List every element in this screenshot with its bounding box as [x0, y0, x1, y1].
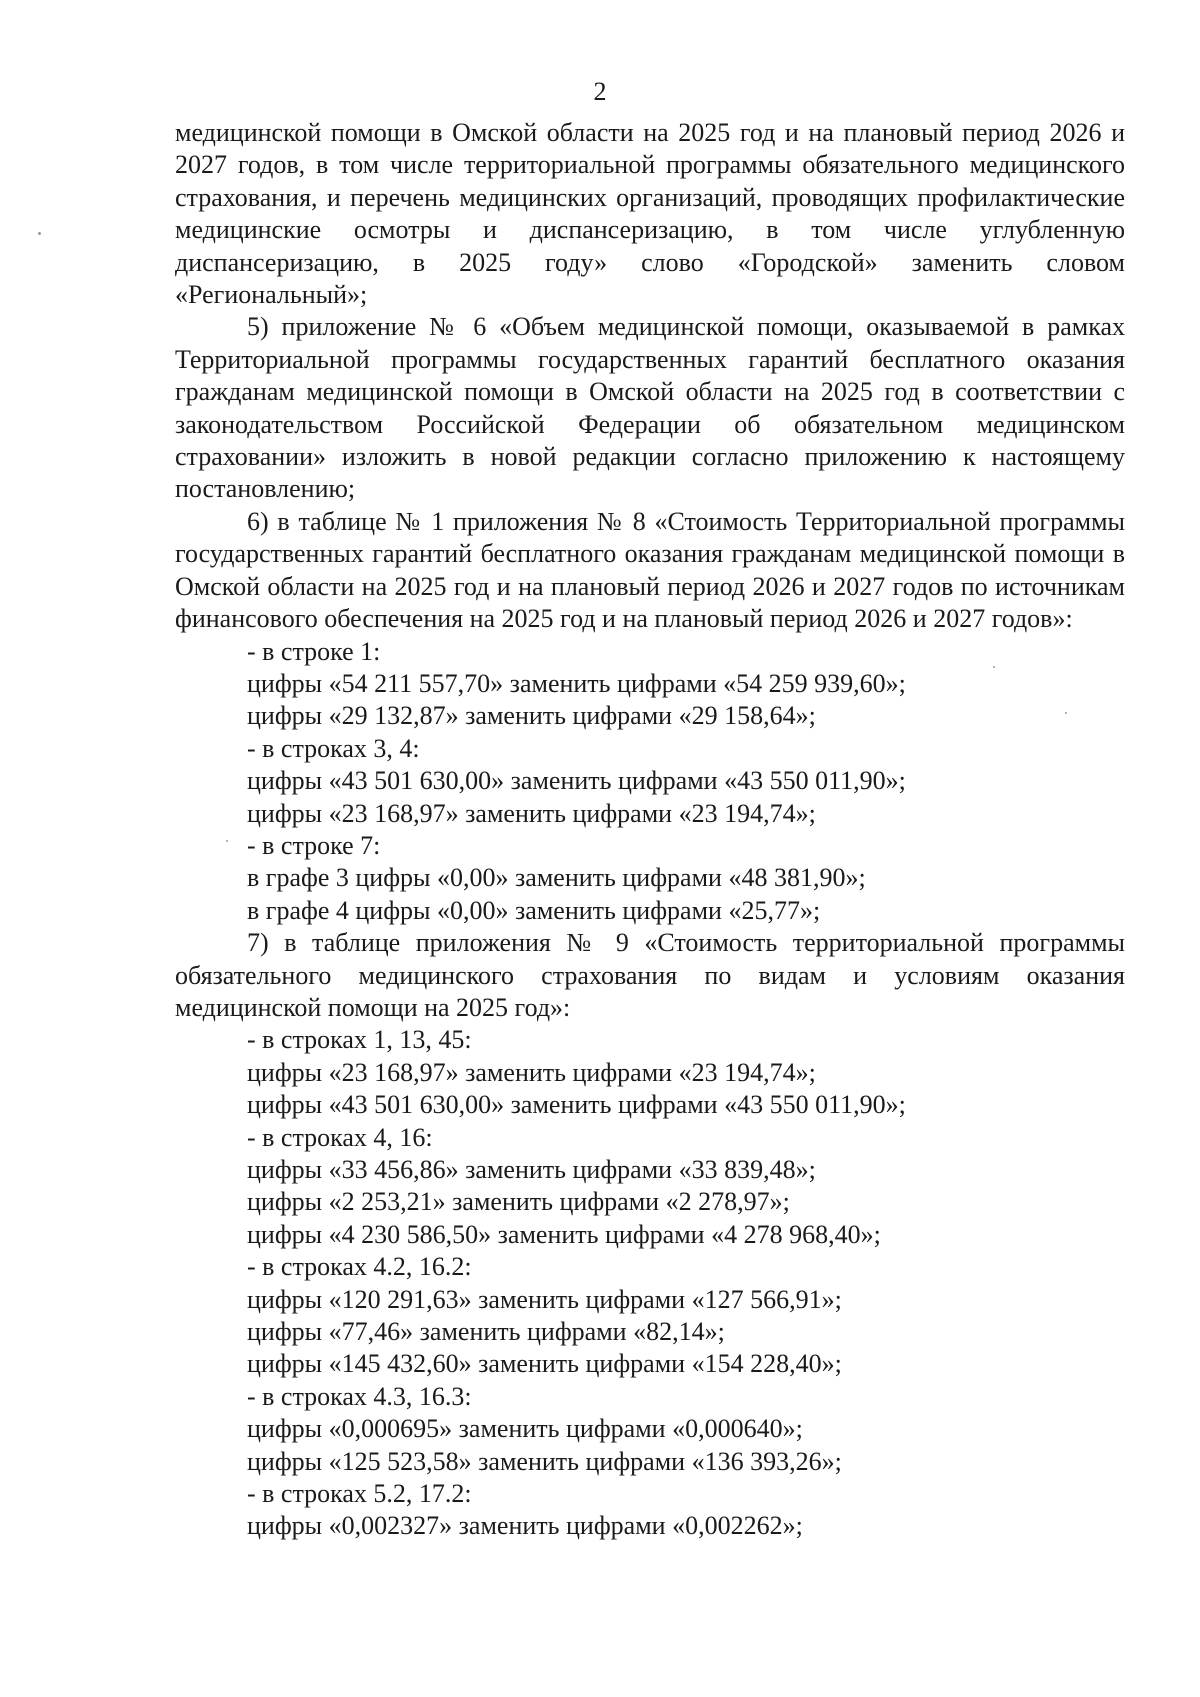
list-item: цифры «29 132,87» заменить цифрами «29 158,64»; — [247, 701, 816, 731]
paragraph-item-6: 6) в таблице № 1 приложения № 8 «Стоимость Территориальной программы государственных гарантий бесплатного оказания гражданам медицинской помощи в Омской области на 2025 год и на плановый период 2026 и 2027 годов по источникам финансового обеспечения на 2025 год и на плановый период 2026 и 2027 годов»: — [175, 506, 1125, 634]
list-item: - в строке 1: — [247, 636, 381, 666]
scan-speck — [38, 232, 41, 235]
list-item: цифры «2 253,21» заменить цифрами «2 278,97»; — [247, 1187, 790, 1217]
list-item: цифры «33 456,86» заменить цифрами «33 839,48»; — [247, 1155, 816, 1184]
page-number: 2 — [593, 77, 607, 106]
paragraph-item-5: 5) приложение № 6 «Объем медицинской помощи, оказываемой в рамках Территориальной программы государственных гарантий бесплатного оказания гражданам медицинской помощи в Омской области на 2025 год в соответствии с законодательством Российской Федерации об обязательном медицинском страховании» изложить в новой редакции согласно приложению к настоящему постановлению; — [175, 312, 1125, 504]
list-item: цифры «77,46» заменить цифрами «82,14»; — [247, 1317, 725, 1347]
scan-speck — [226, 840, 228, 842]
list-item: - в строках 3, 4: — [247, 733, 420, 763]
list-item: - в строках 1, 13, 45: — [247, 1025, 472, 1055]
scan-speck — [993, 666, 995, 668]
list-item: цифры «43 501 630,00» заменить цифрами «43 550 011,90»; — [247, 1090, 906, 1120]
document-body — [175, 117, 1125, 1543]
list-item: цифры «0,002327» заменить цифрами «0,002262»; — [247, 1511, 803, 1541]
list-item: цифры «125 523,58» заменить цифрами «136 393,26»; — [247, 1446, 842, 1476]
list-item: - в строках 4.2, 16.2: — [247, 1252, 472, 1282]
list-item: цифры «145 432,60» заменить цифрами «154 228,40»; — [247, 1349, 842, 1379]
list-item: цифры «23 168,97» заменить цифрами «23 194,74»; — [247, 798, 816, 828]
list-item: цифры «4 230 586,50» заменить цифрами «4 278 968,40»; — [247, 1219, 881, 1249]
item-7-changes-list — [175, 1024, 1125, 1543]
list-item: цифры «54 211 557,70» заменить цифрами «54 259 939,60»; — [247, 668, 906, 698]
list-item: в графе 4 цифры «0,00» заменить цифрами «25,77»; — [247, 895, 821, 925]
list-item: в графе 3 цифры «0,00» заменить цифрами «48 381,90»; — [247, 863, 866, 893]
list-item: цифры «23 168,97» заменить цифрами «23 194,74»; — [247, 1057, 816, 1087]
list-item: - в строках 4, 16: — [247, 1122, 433, 1152]
item-6-changes-list — [175, 636, 1125, 928]
list-item: - в строке 7: — [247, 830, 381, 860]
list-item: цифры «0,000695» заменить цифрами «0,000640»; — [247, 1414, 803, 1444]
list-item: - в строках 4.3, 16.3: — [247, 1381, 472, 1411]
list-item: цифры «120 291,63» заменить цифрами «127 566,91»; — [247, 1284, 842, 1314]
paragraph-item-7: 7) в таблице приложения № 9 «Стоимость территориальной программы обязательного медицинского страхования по видам и условиям оказания медицинской помощи на 2025 год»: — [175, 928, 1125, 1022]
paragraph-continuation: медицинской помощи в Омской области на 2025 год и на плановый период 2026 и 2027 годов, в том числе территориальной программы обязательного медицинского страхования, и перечень медицинских организаций, проводящих профилактические медицинские осмотры и диспансеризацию, в том числе углубленную диспансеризацию, в 2025 году» слово «Городской» заменить словом «Региональный»; — [175, 118, 1125, 310]
list-item: цифры «43 501 630,00» заменить цифрами «43 550 011,90»; — [247, 766, 906, 796]
scan-speck — [1065, 712, 1067, 714]
list-item: - в строках 5.2, 17.2: — [247, 1479, 472, 1509]
